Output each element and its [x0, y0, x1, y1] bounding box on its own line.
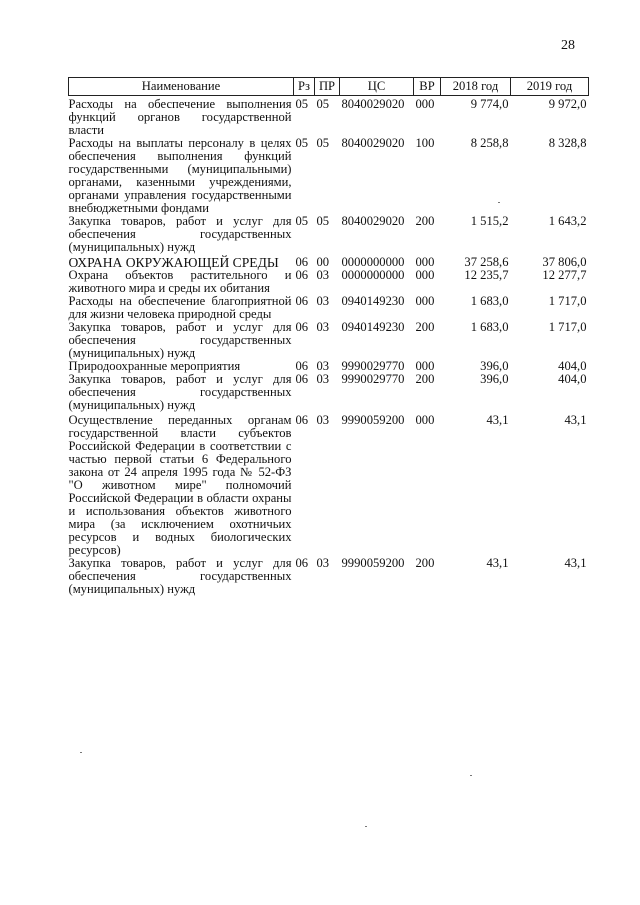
row-2019: 9 972,0	[548, 97, 587, 111]
row-vr: 000	[415, 359, 435, 373]
row-2018: 1 515,2	[470, 214, 509, 228]
row-cs: 9990059200	[341, 413, 405, 427]
row-2018: 9 774,0	[470, 97, 509, 111]
table-row	[69, 321, 589, 360]
row-vr: 200	[415, 320, 435, 334]
scan-speck	[470, 775, 472, 776]
row-rz: 06	[295, 268, 309, 282]
row-name: Осуществление переданных органам государственной власти субъектов Российской Федерации в соответствии с частью первой статьи 6 Федерального закона от 24 апреля 1995 года № 52-ФЗ "О животном мире" полномочий Российской Федерации в области охраны и использования объектов животного мира (за исключением охотничьих ресурсов и водных биологических ресурсов)	[68, 413, 292, 557]
row-vr: 000	[415, 294, 435, 308]
row-name: Расходы на обеспечение благоприятной для жизни человека природной среды	[68, 294, 292, 321]
row-vr: 100	[415, 136, 435, 150]
row-vr: 200	[415, 372, 435, 386]
row-rz: 06	[295, 255, 309, 269]
table-row	[69, 295, 589, 321]
row-cs: 0940149230	[341, 294, 405, 308]
row-2018: 12 235,7	[464, 268, 509, 282]
header-name: Наименование	[69, 78, 294, 96]
header-2018: 2018 год	[441, 78, 511, 96]
row-rz: 05	[295, 214, 309, 228]
row-rz: 06	[295, 413, 309, 427]
row-name: Расходы на выплаты персоналу в целях обеспечения выполнения функций государственными (муниципальными) органами, казенными учреждениями, органами управления государственными внебюджетными фондами	[68, 136, 292, 215]
row-cs: 8040029020	[341, 214, 405, 228]
row-vr: 200	[415, 556, 435, 570]
row-2019: 404,0	[558, 372, 587, 386]
row-rz: 06	[295, 556, 309, 570]
row-2018: 8 258,8	[470, 136, 509, 150]
scan-speck	[365, 826, 367, 827]
row-vr: 000	[415, 97, 435, 111]
row-name: Природоохранные мероприятия	[68, 359, 241, 373]
row-cs: 9990029770	[341, 372, 405, 386]
row-cs: 0000000000	[341, 255, 405, 269]
header-2019: 2019 год	[511, 78, 589, 96]
row-2018: 396,0	[480, 359, 509, 373]
scan-speck	[80, 752, 82, 753]
row-name: Расходы на обеспечение выполнения функций органов государственной власти	[68, 97, 292, 137]
row-cs: 0000000000	[341, 268, 405, 282]
row-pr: 00	[316, 255, 330, 269]
table-row	[69, 373, 589, 412]
header-cs: ЦС	[340, 78, 414, 96]
row-vr: 000	[415, 413, 435, 427]
row-2019: 1 717,0	[548, 294, 587, 308]
row-pr: 03	[316, 413, 330, 427]
row-2018: 1 683,0	[470, 320, 509, 334]
row-cs: 0940149230	[341, 320, 405, 334]
row-name: Закупка товаров, работ и услуг для обеспечения государственных (муниципальных) нужд	[68, 556, 292, 596]
table-row	[69, 137, 589, 215]
row-pr: 03	[316, 372, 330, 386]
row-2019: 1 717,0	[548, 320, 587, 334]
row-2019: 43,1	[564, 413, 587, 427]
row-2019: 37 806,0	[542, 255, 587, 269]
row-vr: 000	[415, 268, 435, 282]
table-row	[69, 215, 589, 254]
row-pr: 05	[316, 97, 330, 111]
row-cs: 8040029020	[341, 136, 405, 150]
header-rz: Рз	[294, 78, 315, 96]
row-pr: 03	[316, 556, 330, 570]
row-name: ОХРАНА ОКРУЖАЮЩЕЙ СРЕДЫ	[68, 255, 279, 270]
row-2018: 1 683,0	[470, 294, 509, 308]
row-2019: 43,1	[564, 556, 587, 570]
row-cs: 9990029770	[341, 359, 405, 373]
row-name: Закупка товаров, работ и услуг для обеспечения государственных (муниципальных) нужд	[68, 320, 292, 360]
row-2019: 404,0	[558, 359, 587, 373]
row-2018: 43,1	[486, 413, 509, 427]
row-cs: 9990059200	[341, 556, 405, 570]
row-rz: 06	[295, 320, 309, 334]
row-pr: 03	[316, 320, 330, 334]
row-2019: 1 643,2	[548, 214, 587, 228]
table-row	[69, 269, 589, 295]
scan-speck	[498, 202, 500, 203]
row-pr: 03	[316, 268, 330, 282]
row-cs: 8040029020	[341, 97, 405, 111]
row-2018: 37 258,6	[464, 255, 509, 269]
row-name: Охрана объектов растительного и животного мира и среды их обитания	[68, 268, 292, 295]
table-row	[69, 557, 589, 596]
table-row	[69, 254, 589, 269]
row-rz: 05	[295, 136, 309, 150]
row-2019: 8 328,8	[548, 136, 587, 150]
row-2019: 12 277,7	[542, 268, 587, 282]
table-header-row	[69, 78, 589, 96]
row-2018: 43,1	[486, 556, 509, 570]
budget-table	[68, 77, 589, 596]
row-name: Закупка товаров, работ и услуг для обеспечения государственных (муниципальных) нужд	[68, 214, 292, 254]
row-2018: 396,0	[480, 372, 509, 386]
header-vr: ВР	[414, 78, 441, 96]
row-pr: 03	[316, 359, 330, 373]
row-pr: 05	[316, 214, 330, 228]
row-pr: 05	[316, 136, 330, 150]
table-row	[69, 96, 589, 138]
page-number: 28	[561, 38, 575, 53]
header-pr: ПР	[315, 78, 340, 96]
row-name: Закупка товаров, работ и услуг для обеспечения государственных (муниципальных) нужд	[68, 372, 292, 412]
row-vr: 200	[415, 214, 435, 228]
row-rz: 06	[295, 359, 309, 373]
row-rz: 06	[295, 294, 309, 308]
row-vr: 000	[415, 255, 435, 269]
row-pr: 03	[316, 294, 330, 308]
row-rz: 06	[295, 372, 309, 386]
row-rz: 05	[295, 97, 309, 111]
table-row	[69, 412, 589, 557]
